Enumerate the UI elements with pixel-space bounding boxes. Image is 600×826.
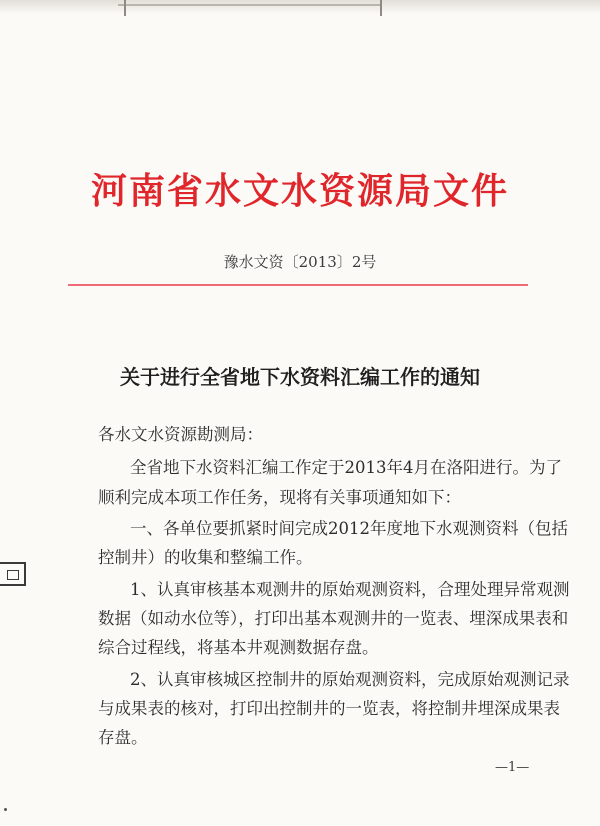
body-line-2: 顺利完成本项工作任务，现将有关事项通知如下：	[98, 488, 461, 507]
notice-title: 关于进行全省地下水资料汇编工作的通知	[120, 365, 480, 389]
scan-tick-left	[124, 0, 126, 16]
issuer-title: 河南省水文水资源局文件	[90, 170, 509, 212]
body-line-5: 1、认真审核基本观测井的原始观测资料，合理处理异常观测	[130, 580, 570, 599]
body-line-10: 存盘。	[98, 728, 148, 747]
body-line-6: 数据（如动水位等），打印出基本观测井的一览表、埋深成果表和	[98, 609, 569, 628]
binding-square-inner	[7, 570, 19, 580]
body-line-7: 综合过程线，将基本井观测数据存盘。	[98, 638, 379, 657]
body-line-9: 与成果表的核对，打印出控制井的一览表，将控制井埋深成果表	[98, 699, 560, 718]
body-line-8: 2、认真审核城区控制井的原始观测资料，完成原始观测记录	[130, 670, 570, 689]
scan-tick-right	[380, 0, 382, 16]
body-line-1: 全省地下水资料汇编工作定于2013年4月在洛阳进行。为了	[130, 458, 562, 477]
scan-top-mark	[118, 4, 380, 6]
page-number: —1—	[495, 760, 530, 775]
body-line-3: 一、各单位要抓紧时间完成2012年度地下水观测资料（包括	[130, 519, 568, 538]
red-divider-line	[68, 284, 528, 286]
binding-square-icon	[0, 562, 26, 586]
body-line-4: 控制井）的收集和整编工作。	[98, 548, 313, 567]
scan-speck	[4, 808, 7, 811]
document-number: 豫水文资〔2013〕2号	[223, 253, 377, 271]
scan-top-edge	[0, 0, 600, 14]
salutation: 各水文水资源勘测局：	[98, 425, 263, 444]
